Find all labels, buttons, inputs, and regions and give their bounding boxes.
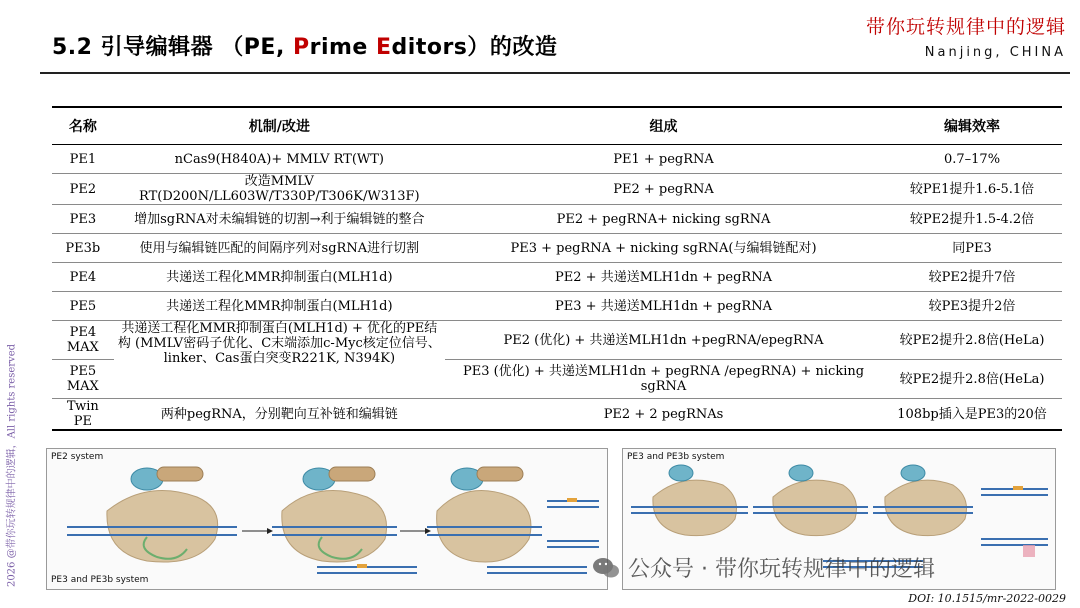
- table-header-row: [52, 107, 1062, 145]
- pe2-mechanism-diagram: [47, 449, 607, 589]
- cell-composition: PE3 + pegRNA + nicking sgRNA(与编辑链配对): [445, 234, 882, 263]
- cell-name: PE2: [52, 174, 114, 205]
- cell-efficiency: 较PE3提升2倍: [882, 292, 1062, 321]
- table-row: [52, 174, 1062, 205]
- figure-label-pe2: PE2 system: [51, 452, 104, 462]
- pe2-system-figure: [46, 448, 608, 590]
- cell-efficiency: 较PE1提升1.6-5.1倍: [882, 174, 1062, 205]
- cell-name: PE3b: [52, 234, 114, 263]
- pe-complex-stage-1: [67, 467, 237, 562]
- table-row: [52, 399, 1062, 431]
- cell-composition: PE2 + pegRNA+ nicking sgRNA: [445, 205, 882, 234]
- table-row: [52, 321, 1062, 360]
- cell-mechanism: 改造MMLV RT(D200N/LL603W/T330P/T306K/W313F): [114, 174, 445, 205]
- col-header-composition: 组成: [445, 107, 882, 145]
- cell-name: PE5 MAX: [52, 360, 114, 399]
- pe-complex-stage-3: [427, 467, 542, 562]
- cell-mechanism: 两种pegRNA，分别靶向互补链和编辑链: [114, 399, 445, 431]
- side-copyright-watermark: [3, 340, 19, 590]
- cell-name: Twin PE: [52, 399, 114, 431]
- table-row: [52, 292, 1062, 321]
- title-rime: rime: [309, 35, 376, 60]
- side-copyright-text: 2026 @带你玩转规律中的逻辑，All rights reserved: [6, 343, 18, 588]
- pe-complex-stage-2: [272, 467, 397, 562]
- cell-efficiency: 较PE2提升2.8倍(HeLa): [882, 360, 1062, 399]
- col-header-mechanism: 机制/改进: [114, 107, 445, 145]
- cell-name: PE5: [52, 292, 114, 321]
- col-header-name: 名称: [52, 107, 114, 145]
- cell-name: PE4 MAX: [52, 321, 114, 360]
- slide-title: [52, 30, 557, 61]
- cell-composition: PE2 + pegRNA: [445, 174, 882, 205]
- cell-efficiency: 同PE3: [882, 234, 1062, 263]
- figure-label-pe3: PE3 and PE3b system: [627, 452, 725, 462]
- title-prefix: 5.2 引导编辑器 （PE,: [52, 35, 293, 60]
- pe3-complex-stage-1: [631, 465, 748, 536]
- cell-efficiency: 较PE2提升7倍: [882, 263, 1062, 292]
- cell-composition: PE3 + 共递送MLH1dn + pegRNA: [445, 292, 882, 321]
- table-row: [52, 263, 1062, 292]
- brand-name: 带你玩转规律中的逻辑: [865, 16, 1066, 38]
- table-row: [52, 205, 1062, 234]
- cell-efficiency: 较PE2提升1.5-4.2倍: [882, 205, 1062, 234]
- cell-composition: PE2 + 共递送MLH1dn + pegRNA: [445, 263, 882, 292]
- wechat-watermark-text: 公众号 · 带你玩转规律中的逻辑: [628, 557, 935, 582]
- cell-composition: PE2 (优化) + 共递送MLH1dn +pegRNA/epegRNA: [445, 321, 882, 360]
- cell-name: PE1: [52, 145, 114, 174]
- title-p-highlight: P: [292, 35, 310, 60]
- wechat-watermark: [592, 552, 935, 583]
- pe3-complex-stage-3: [873, 465, 973, 536]
- brand-block: [866, 12, 1066, 60]
- wechat-icon: [592, 556, 620, 580]
- cell-name: PE3: [52, 205, 114, 234]
- table-row: [52, 234, 1062, 263]
- figure-label-pe3-bottom: PE3 and PE3b system: [51, 575, 149, 585]
- title-divider: [40, 72, 1070, 74]
- cell-efficiency: 0.7–17%: [882, 145, 1062, 174]
- cell-efficiency: 较PE2提升2.8倍(HeLa): [882, 321, 1062, 360]
- brand-location: Nanjing, CHINA: [924, 45, 1066, 60]
- doi-reference: DOI: 10.1515/mr-2022-0029: [908, 592, 1066, 605]
- title-e-highlight: E: [376, 35, 392, 60]
- cell-efficiency: 108bp插入是PE3的20倍: [882, 399, 1062, 431]
- pe3-complex-stage-2: [753, 465, 868, 536]
- cell-mechanism: 使用与编辑链匹配的间隔序列对sgRNA进行切割: [114, 234, 445, 263]
- col-header-efficiency: 编辑效率: [882, 107, 1062, 145]
- cell-composition: PE2 + 2 pegRNAs: [445, 399, 882, 431]
- table-row: [52, 145, 1062, 174]
- cell-mechanism: nCas9(H840A)+ MMLV RT(WT): [114, 145, 445, 174]
- cell-mechanism-merged: 共递送工程化MMR抑制蛋白(MLH1d) + 优化的PE结构 (MMLV密码子优化、C末端添加c-Myc核定位信号、linker、Cas蛋白突变R221K, N394K): [114, 321, 445, 399]
- cell-composition: PE3 (优化) + 共递送MLH1dn + pegRNA /epegRNA) + nicking sgRNA: [445, 360, 882, 399]
- cell-mechanism: 共递送工程化MMR抑制蛋白(MLH1d): [114, 263, 445, 292]
- cell-name: PE4: [52, 263, 114, 292]
- cell-composition: PE1 + pegRNA: [445, 145, 882, 174]
- title-suffix: ditors）的改造: [391, 35, 558, 60]
- cell-mechanism: 共递送工程化MMR抑制蛋白(MLH1d): [114, 292, 445, 321]
- prime-editor-table: [52, 106, 1062, 431]
- cell-mechanism: 增加sgRNA对未编辑链的切割→利于编辑链的整合: [114, 205, 445, 234]
